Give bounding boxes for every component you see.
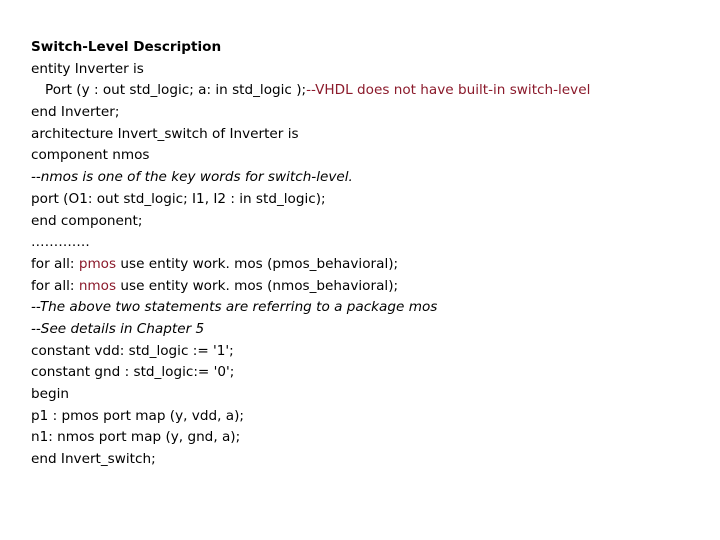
code-line-architecture: architecture Invert_switch of Inverter is <box>31 125 299 142</box>
code-line-constant-vdd: constant vdd: std_logic := '1'; <box>31 342 234 359</box>
switch-level-comment: --VHDL does not have built-in switch-level <box>306 82 591 99</box>
slide-title: Switch-Level Description <box>31 39 222 55</box>
code-line-end-architecture: end Invert_switch; <box>31 451 156 468</box>
code-line-port <box>31 80 701 102</box>
for-all-suffix: use entity work. mos (nmos_behavioral); <box>116 277 399 294</box>
code-line-begin: begin <box>31 386 70 402</box>
code-comment-chapter: --See details in Chapter 5 <box>31 320 205 337</box>
for-all-suffix: use entity work. mos (pmos_behavioral); <box>116 255 399 272</box>
code-line-p1: p1 : pmos port map (y, vdd, a); <box>31 407 244 424</box>
code-line-n1: n1: nmos port map (y, gnd, a); <box>31 429 241 446</box>
pmos-keyword: pmos <box>78 255 117 272</box>
code-line-component: component nmos <box>31 147 150 164</box>
code-line-entity: entity Inverter is <box>31 60 144 77</box>
code-line-end-component: end component; <box>31 212 143 229</box>
code-line-for-all-pmos <box>31 254 701 276</box>
code-listing <box>31 37 701 471</box>
code-comment-nmos: --nmos is one of the key words for switch-level. <box>31 169 353 186</box>
code-line-constant-gnd: constant gnd : std_logic:= '0'; <box>31 364 235 381</box>
port-declaration: Port (y : out std_logic; a: in std_logic ); <box>45 82 307 99</box>
code-line-for-all-nmos <box>31 276 701 298</box>
nmos-keyword: nmos <box>78 277 117 294</box>
code-line-component-port: port (O1: out std_logic; I1, I2 : in std_logic); <box>31 190 326 207</box>
code-line-end-entity: end Inverter; <box>31 104 120 121</box>
for-all-prefix: for all: <box>31 277 79 294</box>
for-all-prefix: for all: <box>31 255 79 272</box>
code-comment-package: --The above two statements are referring to a package mos <box>31 299 438 316</box>
code-ellipsis: …………. <box>31 234 90 251</box>
